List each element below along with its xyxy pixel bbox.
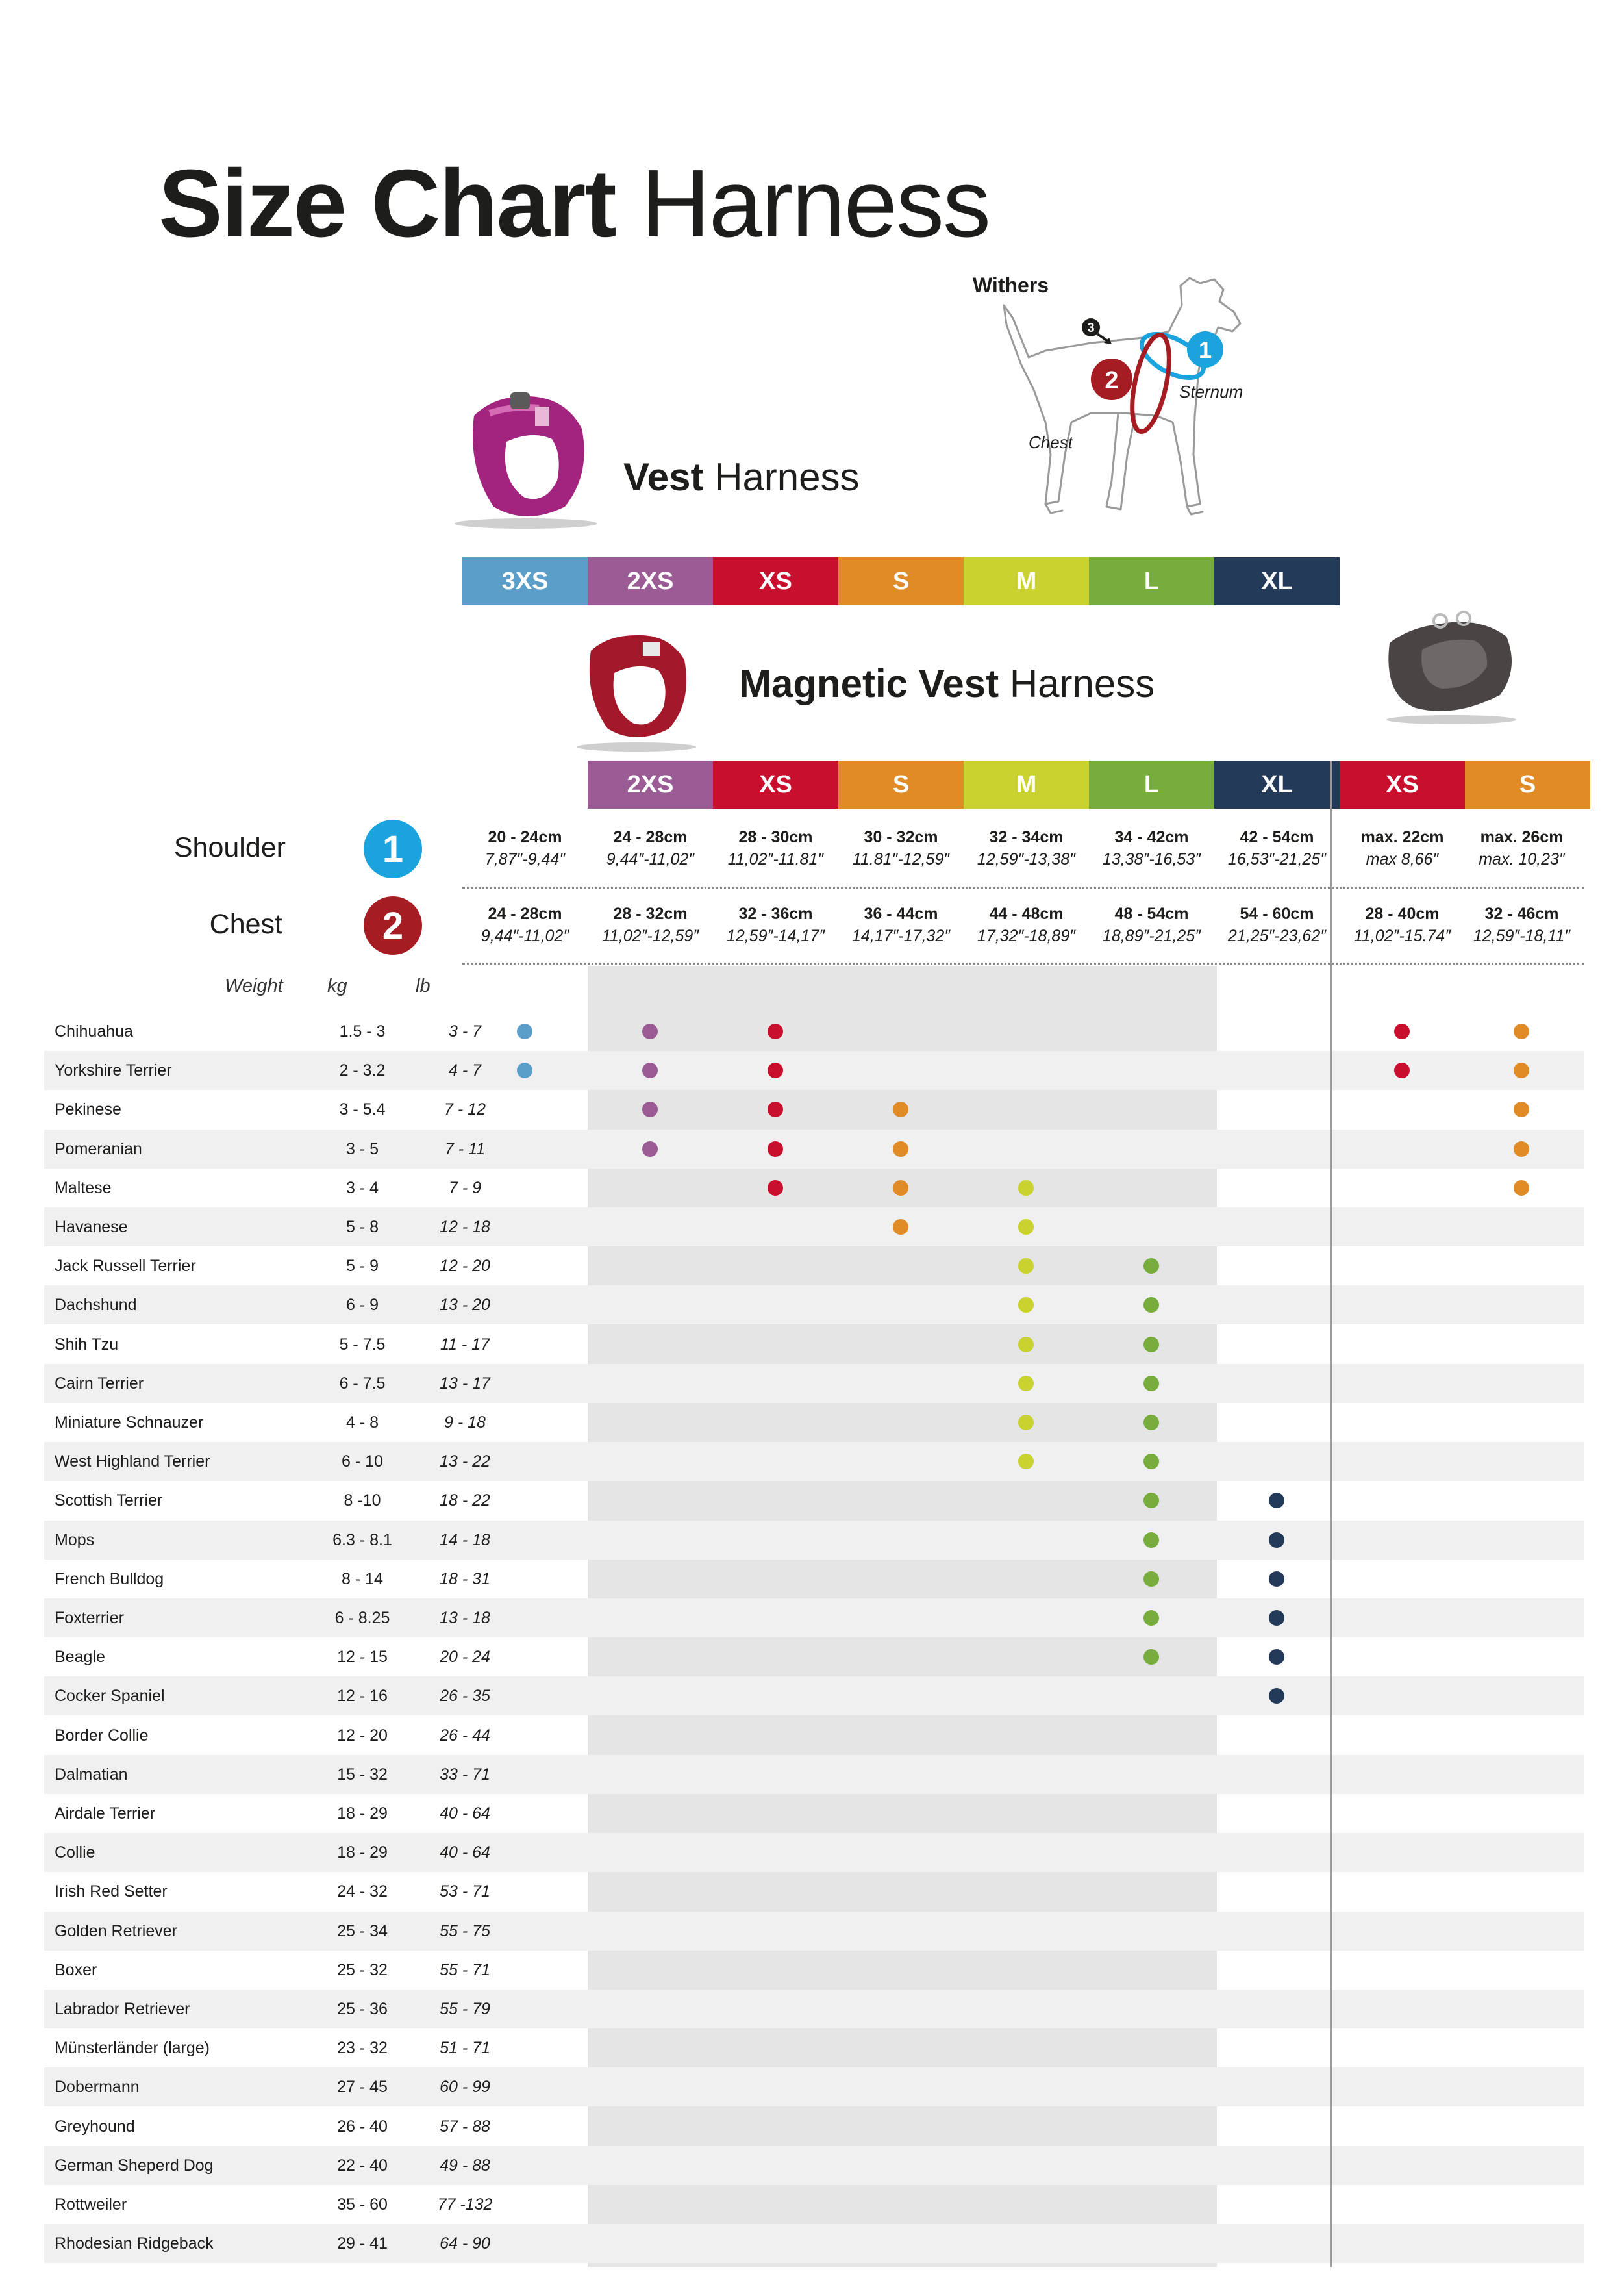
- weight-lb: 7 - 9: [448, 1179, 482, 1197]
- table-row: [44, 1481, 1584, 1520]
- weight-lb: 55 - 79: [440, 2000, 490, 2018]
- size-dot-icon: [768, 1024, 783, 1039]
- weight-kg: 22 - 40: [337, 2156, 388, 2175]
- magnetic-size-cell: L: [1089, 761, 1214, 809]
- weight-lb: 3 - 7: [448, 1022, 482, 1041]
- shoulder-inch-value: max. 10,23″: [1479, 850, 1565, 868]
- size-dot-icon: [1514, 1180, 1529, 1196]
- weight-kg: 25 - 34: [337, 1922, 388, 1940]
- diagram-number-1: 1: [1198, 336, 1212, 363]
- chest-label: Chest: [1029, 433, 1073, 452]
- weight-kg: 6 - 7.5: [339, 1374, 386, 1393]
- weight-kg: 24 - 32: [337, 1882, 388, 1901]
- weight-kg: 25 - 32: [337, 1961, 388, 1979]
- shoulder-badge-icon: 1: [364, 820, 422, 878]
- table-row: [44, 2028, 1584, 2067]
- chest-cm-value: 24 - 28cm: [488, 905, 562, 923]
- vest-size-cell: L: [1089, 557, 1214, 605]
- table-row: [44, 1130, 1584, 1169]
- chest-inch-value: 9,44″-11,02″: [481, 927, 569, 945]
- weight-kg: 27 - 45: [337, 2078, 388, 2096]
- breed-name: Pomeranian: [55, 1140, 142, 1158]
- weight-lb: 60 - 99: [440, 2078, 490, 2096]
- shoulder-measure-cell: [713, 826, 838, 870]
- table-row: [44, 1637, 1584, 1676]
- chest-measure-cell: [1459, 903, 1584, 947]
- weight-lb: 53 - 71: [440, 1882, 490, 1901]
- size-dot-icon: [1269, 1571, 1284, 1587]
- size-dot-icon: [1143, 1454, 1159, 1469]
- table-row: [44, 1990, 1584, 2028]
- weight-kg: 29 - 41: [337, 2234, 388, 2253]
- breed-name: Mops: [55, 1531, 95, 1549]
- chest-inch-value: 11,02″-15.74″: [1353, 927, 1451, 945]
- chest-measure-cell: [462, 903, 588, 947]
- size-dot-icon: [1018, 1258, 1034, 1274]
- size-dot-icon: [517, 1063, 532, 1078]
- chest-measure-cell: [964, 903, 1089, 947]
- size-dot-icon: [1018, 1219, 1034, 1235]
- weight-kg: 5 - 9: [345, 1257, 379, 1275]
- breed-name: Foxterrier: [55, 1609, 124, 1627]
- chest-inch-value: 14,17″-17,32″: [851, 927, 951, 945]
- table-row: [44, 1560, 1584, 1598]
- shoulder-ring-icon: [1135, 325, 1223, 387]
- weight-lb: 13 - 22: [440, 1452, 490, 1471]
- size-dot-icon: [1143, 1532, 1159, 1548]
- size-dot-icon: [768, 1102, 783, 1117]
- table-row: [44, 1285, 1584, 1324]
- weight-lb: 40 - 64: [440, 1804, 490, 1823]
- weight-kg: 1.5 - 3: [339, 1022, 386, 1041]
- weight-kg: 8 - 14: [342, 1570, 383, 1588]
- table-row: [44, 1716, 1584, 1755]
- lb-header: lb: [416, 976, 431, 996]
- table-row: [44, 1207, 1584, 1246]
- chest-measure-cell: [1089, 903, 1214, 947]
- size-dot-icon: [642, 1063, 658, 1078]
- chest-cm-value: 48 - 54cm: [1114, 905, 1189, 923]
- weight-kg: 6 - 8.25: [334, 1609, 390, 1627]
- breed-name: Havanese: [55, 1218, 128, 1236]
- weight-kg: 18 - 29: [337, 1804, 388, 1823]
- magnetic-size-cell: S: [838, 761, 964, 809]
- diagram-number-3: 3: [1087, 321, 1095, 335]
- chest-inch-value: 18,89″-21,25″: [1102, 927, 1201, 945]
- chest-cm-value: 32 - 36cm: [738, 905, 813, 923]
- table-row: [44, 2185, 1584, 2224]
- table-row: [44, 2067, 1584, 2106]
- table-row: [44, 1912, 1584, 1951]
- weight-lb: 12 - 20: [440, 1257, 490, 1275]
- magnetic-size-bar: [588, 761, 1590, 809]
- weight-kg: 5 - 7.5: [339, 1335, 386, 1354]
- weight-lb: 12 - 18: [440, 1218, 490, 1236]
- shoulder-inch-value: 11.81″-12,59″: [852, 850, 950, 868]
- shoulder-cm-value: 28 - 30cm: [738, 828, 813, 846]
- table-row: [44, 1833, 1584, 1872]
- magnetic-size-cell: XL: [1214, 761, 1340, 809]
- weight-kg: 3 - 4: [345, 1179, 379, 1197]
- weight-kg: 12 - 20: [337, 1726, 388, 1745]
- size-dot-icon: [517, 1024, 532, 1039]
- shoulder-inch-value: max 8,66″: [1366, 850, 1439, 868]
- weight-lb: 18 - 22: [440, 1491, 490, 1510]
- weight-kg: 6 - 9: [345, 1296, 379, 1314]
- weight-lb: 7 - 11: [444, 1140, 486, 1158]
- grey-harness-image: [1377, 604, 1526, 727]
- size-dot-icon: [1269, 1610, 1284, 1626]
- weight-lb: 26 - 44: [440, 1726, 490, 1745]
- shoulder-inch-value: 9,44″-11,02″: [606, 850, 695, 868]
- table-row: [44, 1755, 1584, 1794]
- dotted-divider: [462, 963, 1584, 965]
- weight-lb: 20 - 24: [440, 1648, 490, 1666]
- size-dot-icon: [1514, 1024, 1529, 1039]
- shoulder-cm-value: 34 - 42cm: [1114, 828, 1189, 846]
- shoulder-inch-value: 16,53″-21,25″: [1227, 850, 1327, 868]
- vest-harness-image: [448, 370, 604, 533]
- size-dot-icon: [1143, 1297, 1159, 1313]
- breed-name: Border Collie: [55, 1726, 149, 1745]
- weight-header: Weight: [225, 976, 283, 996]
- breed-name: Cairn Terrier: [55, 1374, 144, 1393]
- weight-lb: 7 - 12: [444, 1100, 486, 1118]
- breed-name: Golden Retriever: [55, 1922, 177, 1940]
- chest-cm-value: 44 - 48cm: [989, 905, 1064, 923]
- vest-size-cell: 3XS: [462, 557, 588, 605]
- chest-badge-icon: 2: [364, 896, 422, 955]
- table-row: [44, 1012, 1584, 1051]
- shoulder-measure-cell: [1214, 826, 1340, 870]
- breed-name: Maltese: [55, 1179, 112, 1197]
- shoulder-cm-value: 20 - 24cm: [488, 828, 562, 846]
- size-dot-icon: [1143, 1258, 1159, 1274]
- table-row: [44, 1794, 1584, 1833]
- breed-name: Scottish Terrier: [55, 1491, 163, 1510]
- magnetic-vest-harness-title: Magnetic Vest Harness: [739, 662, 1155, 705]
- weight-kg: 15 - 32: [337, 1765, 388, 1784]
- breed-name: Miniature Schnauzer: [55, 1413, 204, 1432]
- breed-name: Münsterländer (large): [55, 2039, 210, 2057]
- breed-name: Pekinese: [55, 1100, 121, 1118]
- weight-kg: 8 -10: [344, 1491, 381, 1510]
- size-dot-icon: [1018, 1415, 1034, 1430]
- breed-name: Yorkshire Terrier: [55, 1061, 172, 1080]
- shoulder-measure-cell: [1459, 826, 1584, 870]
- magnetic-size-cell: 2XS: [588, 761, 713, 809]
- size-dot-icon: [1394, 1063, 1410, 1078]
- shoulder-cm-value: max. 26cm: [1480, 828, 1564, 846]
- size-dot-icon: [1269, 1649, 1284, 1665]
- table-row: [44, 1951, 1584, 1990]
- shoulder-inch-value: 13,38″-16,53″: [1102, 850, 1201, 868]
- table-row: [44, 1442, 1584, 1481]
- shoulder-inch-value: 11,02″-11.81″: [727, 850, 824, 868]
- weight-kg: 18 - 29: [337, 1843, 388, 1862]
- weight-lb: 4 - 7: [448, 1061, 482, 1080]
- weight-lb: 49 - 88: [440, 2156, 490, 2175]
- weight-lb: 51 - 71: [440, 2039, 490, 2057]
- chest-measure-cell: [1214, 903, 1340, 947]
- chest-label: Chest: [209, 909, 282, 940]
- size-dot-icon: [1018, 1337, 1034, 1352]
- size-dot-icon: [1018, 1180, 1034, 1196]
- size-dot-icon: [1143, 1376, 1159, 1391]
- kg-header: kg: [327, 976, 347, 996]
- breed-name: Collie: [55, 1843, 95, 1862]
- chest-inch-value: 12,59″-14,17″: [726, 927, 825, 945]
- weight-kg: 5 - 8: [345, 1218, 379, 1236]
- weight-kg: 4 - 8: [345, 1413, 379, 1432]
- weight-lb: 55 - 71: [440, 1961, 490, 1979]
- chest-cm-value: 36 - 44cm: [864, 905, 938, 923]
- weight-lb: 55 - 75: [440, 1922, 490, 1940]
- magnetic-size-cell: S: [1465, 761, 1590, 809]
- chest-inch-value: 21,25″-23,62″: [1227, 927, 1327, 945]
- weight-kg: 6 - 10: [342, 1452, 383, 1471]
- chest-inch-value: 12,59″-18,11″: [1473, 927, 1571, 945]
- size-dot-icon: [893, 1180, 908, 1196]
- size-dot-icon: [893, 1219, 908, 1235]
- vest-size-cell: 2XS: [588, 557, 713, 605]
- breed-name: Jack Russell Terrier: [55, 1257, 196, 1275]
- breed-name: Rhodesian Ridgeback: [55, 2234, 214, 2253]
- vest-size-cell: XS: [713, 557, 838, 605]
- table-row: [44, 1325, 1584, 1364]
- table-row: [44, 1364, 1584, 1403]
- magnetic-size-cell: XS: [1340, 761, 1465, 809]
- weight-kg: 2 - 3.2: [339, 1061, 386, 1080]
- breed-name: Dobermann: [55, 2078, 140, 2096]
- shoulder-measure-cell: [1089, 826, 1214, 870]
- shoulder-measure-cell: [588, 826, 713, 870]
- vest-size-cell: XL: [1214, 557, 1340, 605]
- size-dot-icon: [1394, 1024, 1410, 1039]
- shoulder-cm-value: 32 - 34cm: [989, 828, 1064, 846]
- magnetic-size-cell: XS: [713, 761, 838, 809]
- size-dot-icon: [1514, 1063, 1529, 1078]
- sternum-label: Sternum: [1179, 382, 1243, 401]
- table-row: [44, 1521, 1584, 1560]
- breed-name: Dalmatian: [55, 1765, 128, 1784]
- chest-measure-cell: [588, 903, 713, 947]
- breed-name: Cocker Spaniel: [55, 1687, 165, 1705]
- size-dot-icon: [893, 1141, 908, 1157]
- size-dot-icon: [768, 1141, 783, 1157]
- size-dot-icon: [1514, 1102, 1529, 1117]
- size-dot-icon: [1143, 1493, 1159, 1508]
- weight-lb: 13 - 20: [440, 1296, 490, 1314]
- shoulder-inch-value: 12,59″-13,38″: [977, 850, 1076, 868]
- weight-lb: 9 - 18: [444, 1413, 486, 1432]
- chest-cm-value: 32 - 46cm: [1484, 905, 1559, 923]
- shoulder-measure-cell: [838, 826, 964, 870]
- breed-name: Greyhound: [55, 2117, 135, 2136]
- table-row: [44, 1872, 1584, 1911]
- weight-lb: 14 - 18: [440, 1531, 490, 1549]
- chest-cm-value: 28 - 40cm: [1365, 905, 1440, 923]
- size-dot-icon: [1269, 1688, 1284, 1704]
- size-dot-icon: [1269, 1532, 1284, 1548]
- breed-name: Rottweiler: [55, 2195, 127, 2214]
- table-row: [44, 2146, 1584, 2185]
- weight-lb: 13 - 18: [440, 1609, 490, 1627]
- table-row: [44, 1246, 1584, 1285]
- weight-kg: 35 - 60: [337, 2195, 388, 2214]
- page-title: Size Chart Harness: [158, 150, 990, 257]
- table-row: [44, 1090, 1584, 1129]
- breed-name: German Sheperd Dog: [55, 2156, 214, 2175]
- chest-cm-value: 28 - 32cm: [613, 905, 688, 923]
- diagram-number-2: 2: [1105, 367, 1119, 394]
- shoulder-measure-cell: [462, 826, 588, 870]
- weight-lb: 13 - 17: [440, 1374, 490, 1393]
- breed-name: Irish Red Setter: [55, 1882, 168, 1901]
- table-row: [44, 1051, 1584, 1090]
- breed-name: Chihuahua: [55, 1022, 133, 1041]
- weight-lb: 18 - 31: [440, 1570, 490, 1588]
- breed-name: Dachshund: [55, 1296, 137, 1314]
- chest-measure-cell: [838, 903, 964, 947]
- weight-kg: 3 - 5: [345, 1140, 379, 1158]
- dotted-divider: [462, 887, 1584, 889]
- shoulder-cm-value: max. 22cm: [1360, 828, 1444, 846]
- chest-inch-value: 11,02″-12,59″: [601, 927, 699, 945]
- weight-kg: 23 - 32: [337, 2039, 388, 2057]
- breed-name: Labrador Retriever: [55, 2000, 190, 2018]
- size-dot-icon: [1143, 1571, 1159, 1587]
- breed-name: Shih Tzu: [55, 1335, 119, 1354]
- breed-name: Boxer: [55, 1961, 97, 1979]
- weight-kg: 6.3 - 8.1: [332, 1531, 392, 1549]
- weight-kg: 3 - 5.4: [339, 1100, 386, 1118]
- breed-name: Beagle: [55, 1648, 105, 1666]
- breed-name: French Bulldog: [55, 1570, 164, 1588]
- size-dot-icon: [1143, 1415, 1159, 1430]
- size-dot-icon: [642, 1024, 658, 1039]
- size-dot-icon: [1269, 1493, 1284, 1508]
- shoulder-cm-value: 24 - 28cm: [613, 828, 688, 846]
- withers-marker-icon: [1082, 318, 1112, 344]
- dog-measurement-diagram: [961, 260, 1299, 533]
- breed-name: West Highland Terrier: [55, 1452, 210, 1471]
- vest-harness-title: Vest Harness: [623, 455, 860, 499]
- size-dot-icon: [642, 1102, 658, 1117]
- vest-size-cell: M: [964, 557, 1089, 605]
- shoulder-measure-cell: [964, 826, 1089, 870]
- size-dot-icon: [1143, 1610, 1159, 1626]
- chest-measure-cell: [1340, 903, 1465, 947]
- withers-label: Withers: [973, 273, 1049, 297]
- weight-lb: 11 - 17: [440, 1335, 490, 1354]
- shoulder-measure-cell: [1340, 826, 1465, 870]
- shoulder-cm-value: 42 - 54cm: [1240, 828, 1314, 846]
- chest-measure-cell: [713, 903, 838, 947]
- shoulder-inch-value: 7,87″-9,44″: [484, 850, 566, 868]
- breed-name: Airdale Terrier: [55, 1804, 156, 1823]
- weight-kg: 25 - 36: [337, 2000, 388, 2018]
- chest-inch-value: 17,32″-18,89″: [977, 927, 1076, 945]
- size-dot-icon: [1018, 1454, 1034, 1469]
- weight-kg: 12 - 16: [337, 1687, 388, 1705]
- size-dot-icon: [1143, 1649, 1159, 1665]
- size-dot-icon: [1143, 1337, 1159, 1352]
- weight-kg: 12 - 15: [337, 1648, 388, 1666]
- chest-cm-value: 54 - 60cm: [1240, 905, 1314, 923]
- size-dot-icon: [1018, 1297, 1034, 1313]
- shoulder-label: Shoulder: [173, 832, 286, 863]
- table-row: [44, 2224, 1584, 2263]
- magnetic-size-cell: M: [964, 761, 1089, 809]
- table-row: [44, 2107, 1584, 2146]
- table-row: [44, 1403, 1584, 1442]
- size-dot-icon: [768, 1063, 783, 1078]
- magnetic-vest-harness-image: [571, 618, 701, 755]
- table-row: [44, 1169, 1584, 1207]
- weight-lb: 57 - 88: [440, 2117, 490, 2136]
- weight-kg: 26 - 40: [337, 2117, 388, 2136]
- size-dot-icon: [1018, 1376, 1034, 1391]
- weight-lb: 64 - 90: [440, 2234, 490, 2253]
- vest-size-bar: [462, 557, 1340, 605]
- vest-size-cell: S: [838, 557, 964, 605]
- size-dot-icon: [893, 1102, 908, 1117]
- weight-lb: 40 - 64: [440, 1843, 490, 1862]
- table-row: [44, 1598, 1584, 1637]
- weight-lb: 26 - 35: [440, 1687, 490, 1705]
- group-divider: [1330, 761, 1332, 2267]
- table-row: [44, 1676, 1584, 1715]
- weight-lb: 33 - 71: [440, 1765, 490, 1784]
- size-dot-icon: [1514, 1141, 1529, 1157]
- size-dot-icon: [642, 1141, 658, 1157]
- shoulder-cm-value: 30 - 32cm: [864, 828, 938, 846]
- weight-lb: 77 -132: [437, 2195, 493, 2214]
- size-dot-icon: [768, 1180, 783, 1196]
